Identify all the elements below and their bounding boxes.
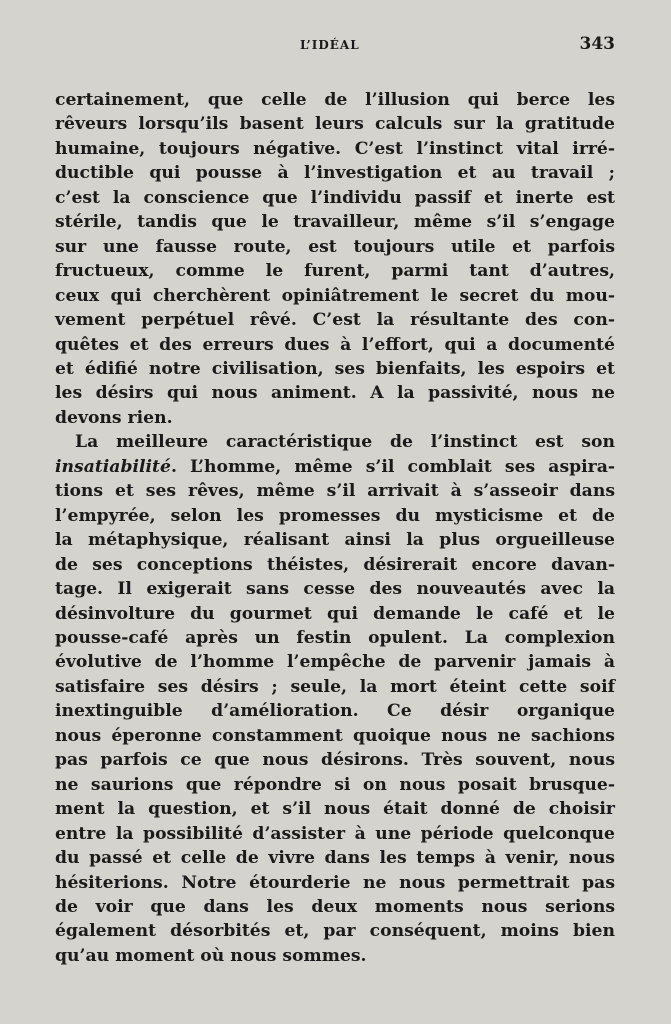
text-line: du passé et celle de vivre dans les temps à venir, nous <box>55 848 615 869</box>
text-line: ment la question, et s’il nous était donné de choisir <box>55 799 615 820</box>
text-line: vement perpétuel rêvé. C’est la résultante des con- <box>55 310 615 331</box>
text-line: de voir que dans les deux moments nous serions <box>55 896 615 917</box>
text-line: tions et ses rêves, même s’il arrivait à s’asseoir dans <box>55 481 615 502</box>
page-number: 343 <box>579 34 615 54</box>
text-line: fructueux, comme le furent, parmi tant d’autres, <box>55 261 615 282</box>
text-line: de ses conceptions théistes, désirerait encore davan- <box>55 554 615 575</box>
text-line: rêveurs lorsqu’ils basent leurs calculs sur la gratitude <box>55 114 615 135</box>
text-line: certainement, que celle de l’illusion qui berce les <box>55 90 615 110</box>
text-line: ne saurions que répondre si on nous posait brusque- <box>55 774 615 795</box>
text-line: pousse-café après un festin opulent. La complexion <box>55 627 615 648</box>
text-line: ductible qui pousse à l’investigation et au travail ; <box>55 163 615 184</box>
text-line: ceux qui cherchèrent opiniâtrement le secret du mou- <box>55 285 615 306</box>
text-line: la métaphysique, réalisant ainsi la plus orgueilleuse <box>55 530 615 551</box>
emphasized-word: insatiabilité <box>55 456 171 477</box>
text-line-rest: . L’homme, même s’il comblait ses aspira- <box>170 456 615 477</box>
text-line: La meilleure caractéristique de l’instinct est son <box>75 432 615 453</box>
text-line: satisfaire ses désirs ; seule, la mort éteint cette soif <box>55 676 615 697</box>
text-line: nous éperonne constamment quoique nous ne sachions <box>55 725 615 746</box>
text-line: quêtes et des erreurs dues à l’effort, qui a documenté <box>55 334 615 355</box>
text-line: pas parfois ce que nous désirons. Très souvent, nous <box>55 750 615 771</box>
text-line: également désorbités et, par conséquent, moins bien <box>55 921 615 942</box>
running-title: L’IDÉAL <box>300 38 360 52</box>
text-line: devons rien. <box>55 407 173 428</box>
text-line: inextinguible d’amélioration. Ce désir organique <box>55 701 615 722</box>
text-line: stérile, tandis que le travailleur, même s’il s’engage <box>55 212 615 233</box>
text-line: désinvolture du gourmet qui demande le café et le <box>55 603 615 624</box>
body-text <box>55 88 615 968</box>
text-line: l’empyrée, selon les promesses du mysticisme et de <box>55 505 615 526</box>
text-line: tage. Il exigerait sans cesse des nouveautés avec la <box>55 579 615 600</box>
text-line: humaine, toujours négative. C’est l’instinct vital irré- <box>55 138 615 159</box>
text-line: qu’au moment où nous sommes. <box>55 945 367 966</box>
text-line: évolutive de l’homme l’empêche de parvenir jamais à <box>55 652 615 673</box>
text-line: hésiterions. Notre étourderie ne nous permettrait pas <box>55 872 615 893</box>
page-header <box>0 34 671 60</box>
text-line: c’est la conscience que l’individu passif et inerte est <box>55 187 615 208</box>
text-line: les désirs qui nous animent. A la passivité, nous ne <box>55 383 615 404</box>
text-line: sur une fausse route, est toujours utile et parfois <box>55 236 615 257</box>
text-line: entre la possibilité d’assister à une période quelconque <box>55 823 615 844</box>
text-line-mixed <box>55 455 615 479</box>
text-line: et édifié notre civilisation, ses bienfaits, les espoirs et <box>55 358 615 379</box>
